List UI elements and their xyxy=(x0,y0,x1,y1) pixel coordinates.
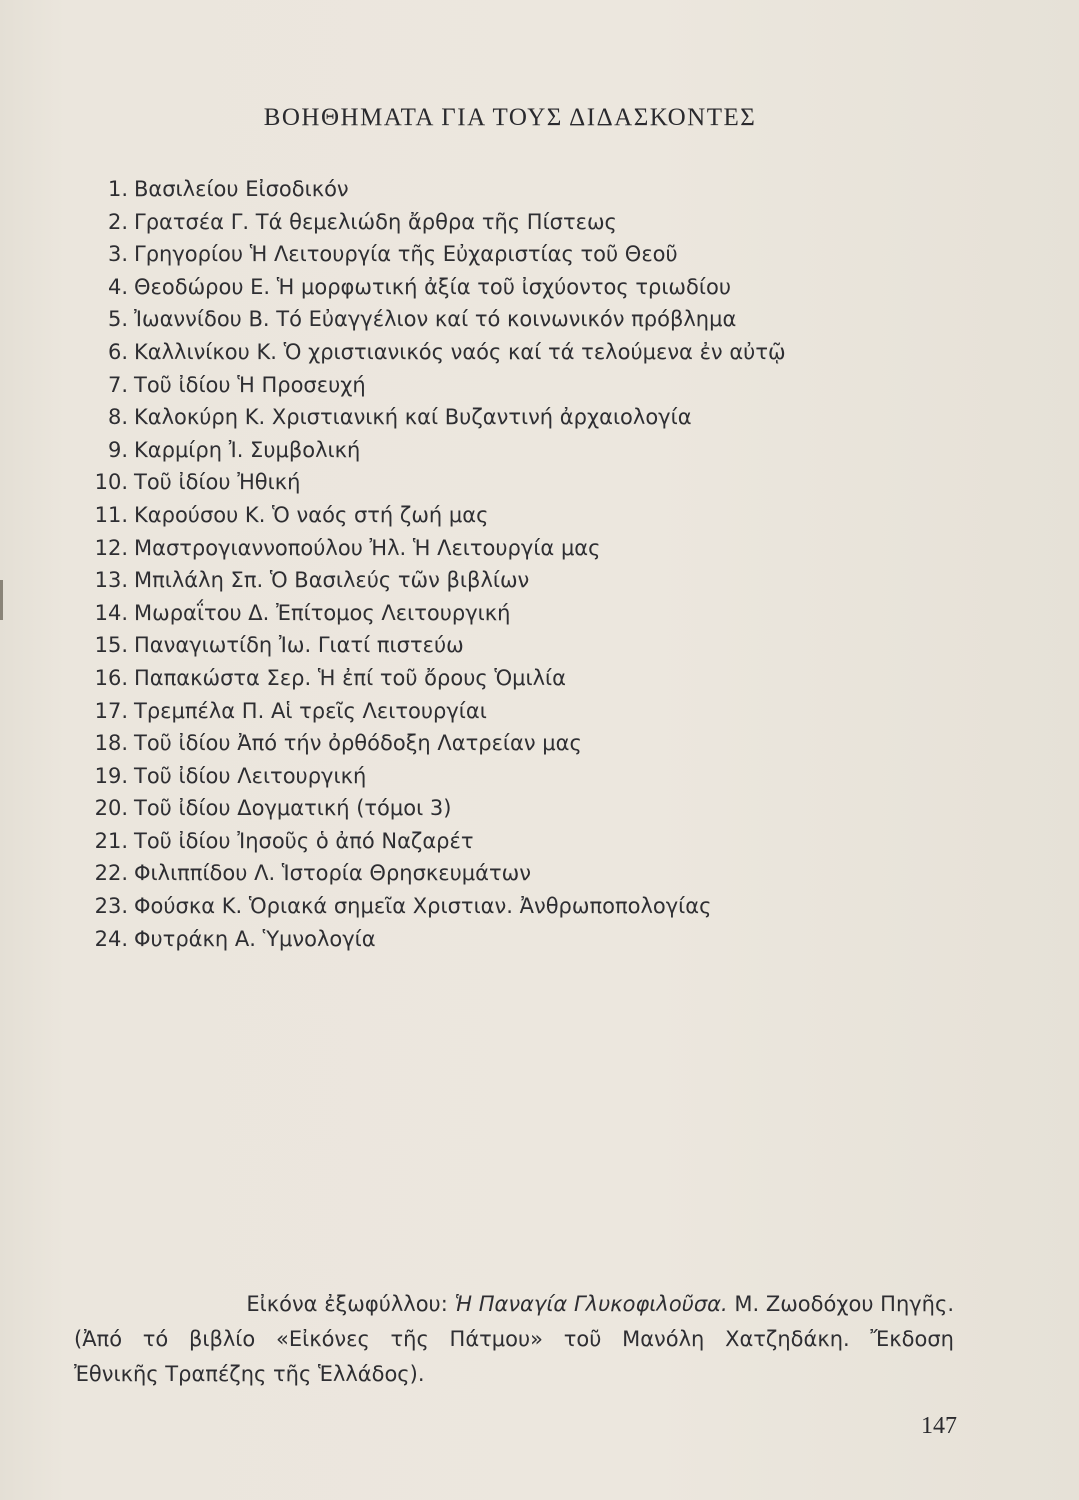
list-item xyxy=(74,662,786,695)
list-item-number: 2. xyxy=(107,209,128,234)
list-item-text: Τοῦ ἰδίου Δογματική (τόμοι 3) xyxy=(134,796,452,821)
list-item-text: Βασιλείου Εἰσοδικόν xyxy=(134,177,349,201)
list-item xyxy=(74,629,786,662)
cover-caption xyxy=(74,1287,954,1392)
list-item-text: Τοῦ ἰδίου Ἠθική xyxy=(134,470,301,495)
list-item-text: Γρηγορίου Ἡ Λειτουργία τῆς Εὐχαριστίας τοῦ Θεοῦ xyxy=(134,242,678,267)
caption-line-2: (Ἀπό τό βιβλίο «Εἰκόνες τῆς Πάτμου» τοῦ Μανόλη Χατζηδάκη. Ἔκδοση xyxy=(74,1327,954,1351)
list-item-number: 12. xyxy=(94,535,128,560)
list-item xyxy=(74,597,786,630)
list-item xyxy=(74,727,786,760)
list-item xyxy=(74,792,786,825)
list-item-number: 19. xyxy=(94,763,128,788)
list-item xyxy=(74,890,786,923)
list-item xyxy=(74,401,786,434)
list-item xyxy=(74,923,786,956)
caption-line-1 xyxy=(74,1287,954,1322)
list-item-number: 9. xyxy=(107,437,128,462)
list-item-number: 11. xyxy=(94,502,128,527)
list-item-text: Καρμίρη Ἰ. Συμβολική xyxy=(134,437,361,462)
list-item-text: Παπακώστα Σερ. Ἡ ἐπί τοῦ ὄρους Ὁμιλία xyxy=(134,665,566,690)
list-item-text: Τοῦ ἰδίου Ἀπό τήν ὀρθόδοξη Λατρείαν μας xyxy=(134,731,582,756)
list-item-text: Ἰωαννίδου Β. Τό Εὐαγγέλιον καί τό κοινωνικόν πρόβλημα xyxy=(134,307,737,332)
list-item-number: 18. xyxy=(94,731,128,756)
list-item-number: 15. xyxy=(94,633,128,658)
list-item xyxy=(74,238,786,271)
caption-line-3: Ἐθνικῆς Τραπέζης τῆς Ἑλλάδος). xyxy=(74,1362,425,1386)
list-item-text: Τρεμπέλα Π. Αἱ τρεῖς Λειτουργίαι xyxy=(134,698,487,723)
page-number: 147 xyxy=(921,1413,957,1439)
list-item xyxy=(74,466,786,499)
list-item-text: Τοῦ ἰδίου Λειτουργική xyxy=(134,763,367,788)
list-item xyxy=(74,857,786,890)
list-item-text: Τοῦ ἰδίου Ἡ Προσευχή xyxy=(134,372,366,397)
list-item-text: Φυτράκη Α. Ὑμνολογία xyxy=(134,926,376,951)
list-item-number: 6. xyxy=(107,339,128,364)
list-item xyxy=(74,303,786,336)
page-title: ΒΟΗΘΗΜΑΤΑ ΓΙΑ ΤΟΥΣ ΔΙΔΑΣΚΟΝΤΕΣ xyxy=(263,104,757,131)
list-item-number: 1. xyxy=(107,177,128,201)
list-item xyxy=(74,695,786,728)
list-item xyxy=(74,336,786,369)
list-item xyxy=(74,499,786,532)
list-item-number: 17. xyxy=(94,698,128,723)
list-item-text: Θεοδώρου Ε. Ἡ μορφωτική ἀξία τοῦ ἰσχύοντος τριωδίου xyxy=(134,274,731,299)
list-item-text: Παναγιωτίδη Ἰω. Γιατί πιστεύω xyxy=(134,633,464,658)
list-item-text: Φούσκα Κ. Ὁριακά σημεῖα Χριστιαν. Ἀνθρωποπολογίας xyxy=(134,894,712,919)
list-item-number: 21. xyxy=(94,828,128,853)
list-item xyxy=(74,271,786,304)
list-item-text: Γρατσέα Γ. Τά θεμελιώδη ἄρθρα τῆς Πίστεως xyxy=(134,209,617,234)
caption-label: Εἰκόνα ἐξωφύλλου: xyxy=(246,1292,448,1316)
list-item-text: Μπιλάλη Σπ. Ὁ Βασιλεύς τῶν βιβλίων xyxy=(134,568,530,593)
list-item-number: 5. xyxy=(107,307,128,332)
list-item-number: 8. xyxy=(107,405,128,430)
list-item xyxy=(74,434,786,467)
caption-location: Μ. Ζωοδόχου Πηγῆς. xyxy=(734,1292,954,1316)
list-item xyxy=(74,825,786,858)
list-item-number: 4. xyxy=(107,274,128,299)
list-item-text: Καρούσου Κ. Ὁ ναός στή ζωή μας xyxy=(134,502,489,527)
list-item xyxy=(74,760,786,793)
list-item xyxy=(74,206,786,239)
list-item-number: 14. xyxy=(94,600,128,625)
list-item-number: 7. xyxy=(107,372,128,397)
list-item-number: 16. xyxy=(94,665,128,690)
list-item xyxy=(74,532,786,565)
list-item-number: 10. xyxy=(94,470,128,495)
page-edge-mark xyxy=(0,580,3,620)
list-item-number: 24. xyxy=(94,926,128,951)
list-item-number: 3. xyxy=(107,242,128,267)
list-item-number: 23. xyxy=(94,894,128,919)
list-item-number: 22. xyxy=(94,861,128,886)
list-item-number: 13. xyxy=(94,568,128,593)
caption-icon-title: Ἡ Παναγία Γλυκοφιλοῦσα. xyxy=(454,1292,728,1316)
list-item-text: Μωραΐτου Δ. Ἐπίτομος Λειτουργική xyxy=(134,600,511,625)
list-item-text: Καλλινίκου Κ. Ὁ χριστιανικός ναός καί τά τελούμενα ἐν αὐτῷ xyxy=(134,339,786,364)
reference-list xyxy=(74,173,786,955)
list-item xyxy=(74,564,786,597)
list-item-number: 20. xyxy=(94,796,128,821)
list-item-text: Φιλιππίδου Λ. Ἱστορία Θρησκευμάτων xyxy=(134,861,531,886)
list-item-text: Τοῦ ἰδίου Ἰησοῦς ὁ ἀπό Ναζαρέτ xyxy=(134,828,474,853)
list-item-text: Καλοκύρη Κ. Χριστιανική καί Βυζαντινή ἀρχαιολογία xyxy=(134,405,692,430)
list-item xyxy=(74,173,786,206)
list-item-text: Μαστρογιαννοπούλου Ἠλ. Ἡ Λειτουργία μας xyxy=(134,535,601,560)
list-item xyxy=(74,369,786,402)
